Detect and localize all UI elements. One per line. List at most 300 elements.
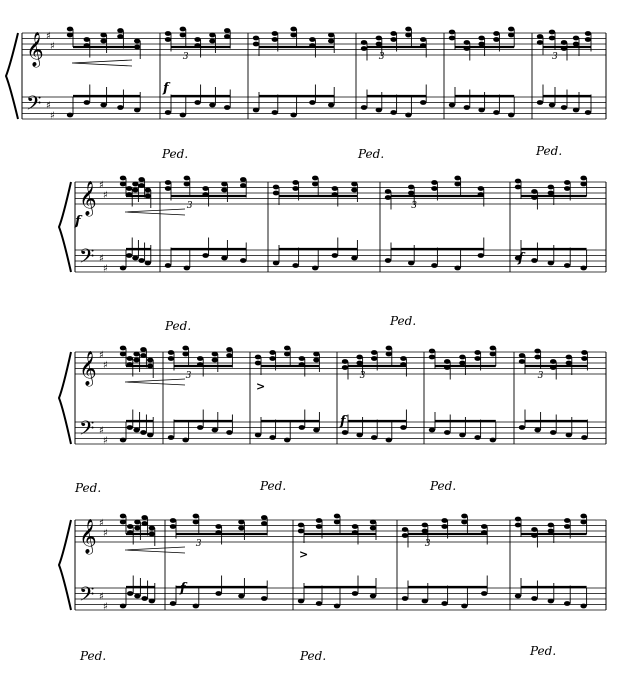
note-head [537,40,543,45]
note-head [549,30,555,35]
note-head [519,425,525,430]
note-head [133,358,139,363]
note-head [290,113,296,118]
note-head [564,524,570,529]
note-head [134,520,140,525]
note-head [390,31,396,36]
measure [67,27,141,118]
note-head [292,180,298,185]
note-head [449,103,455,108]
note-head [209,33,215,38]
sharp-c: ♯ [103,263,108,275]
note-head [316,518,322,523]
note-head [531,258,537,263]
note-head [431,186,437,191]
note-head [193,514,199,519]
note-head [238,526,244,531]
sharp-f: ♯ [99,518,104,529]
bass-clef: 𝄢 [26,91,42,120]
note-head [332,186,338,191]
system-1 [6,27,606,161]
note-head [67,27,73,32]
note-head [226,347,232,352]
note-head [537,100,543,105]
note-head [352,524,358,529]
note-head [371,356,377,361]
triplet-number: 3 [537,371,544,381]
note-head [385,189,391,194]
measure [515,176,587,271]
note-head [240,177,246,182]
sharp-c: ♯ [103,190,108,201]
note-head [120,514,126,519]
note-head [197,425,203,430]
note-head [405,33,411,38]
note-head [194,37,200,42]
note-head [422,523,428,528]
note-head [120,346,126,351]
note-head [240,183,246,188]
note-head [531,189,537,194]
note-head [134,108,140,113]
note-head [261,521,267,526]
note-head [580,520,586,525]
measure [519,349,588,440]
treble-clef: 𝄞 [79,519,97,554]
measure [120,514,155,609]
note-head [585,37,591,42]
note-head [298,529,304,534]
note-head [566,355,572,360]
note-head [405,113,411,118]
note-head [402,533,408,538]
note-head [132,182,138,187]
note-head [537,34,543,39]
note-head [371,435,377,440]
note-head [182,438,188,443]
note-head [461,520,467,525]
note-head [120,176,126,181]
note-head [127,524,133,529]
crescendo-hairpin [125,379,185,385]
note-head [481,524,487,529]
note-head [566,433,572,438]
note-head [180,33,186,38]
sharp-f: ♯ [99,425,104,437]
note-head [534,355,540,360]
measure [515,514,587,609]
note-head [400,425,406,430]
note-head [561,105,567,110]
note-head [147,358,153,363]
note-head [165,180,171,185]
measure [165,27,231,118]
note-head [290,33,296,38]
note-head [202,253,208,258]
note-head [184,182,190,187]
note-head [454,266,460,271]
note-head [580,514,586,519]
note-head [585,110,591,115]
note-head [284,352,290,357]
note-head [400,356,406,361]
note-head [193,520,199,525]
sharp-c: ♯ [50,41,55,52]
measure [449,27,515,118]
treble-clef: 𝄞 [26,32,44,67]
note-head [117,34,123,39]
accent-mark: > [256,380,266,393]
note-head [84,100,90,105]
note-head [444,359,450,364]
note-head [261,596,267,601]
note-head [100,103,106,108]
note-head [351,182,357,187]
note-head [361,40,367,45]
note-head [240,258,246,263]
note-head [170,518,176,523]
note-head [140,430,146,435]
note-head [385,195,391,200]
note-head [226,430,232,435]
note-head [261,515,267,520]
note-head [461,514,467,519]
note-head [255,433,261,438]
note-head [459,361,465,366]
note-head [165,110,171,115]
note-head [356,355,362,360]
note-head [332,253,338,258]
triplet-number: 3 [186,201,193,211]
sharp-f: ♯ [46,31,51,42]
note-head [168,435,174,440]
note-head [441,524,447,529]
note-head [478,253,484,258]
note-head [117,105,123,110]
note-head [429,428,435,433]
note-head [550,359,556,364]
note-head [441,518,447,523]
note-head [371,350,377,355]
note-head [370,526,376,531]
note-head [402,527,408,532]
treble-staff [75,352,606,374]
note-head [449,36,455,41]
note-head [444,430,450,435]
note-head [255,355,261,360]
sharp-c: ♯ [103,601,108,613]
note-head [312,266,318,271]
brace [59,520,71,610]
note-head [356,433,362,438]
sharp-f: ♯ [99,180,104,191]
note-head [170,601,176,606]
note-head [334,520,340,525]
accent-mark: > [299,548,309,561]
bass-clef: 𝄢 [79,244,95,273]
note-head [313,352,319,357]
sharp-f: ♯ [99,350,104,361]
note-head [209,39,215,44]
note-head [226,353,232,358]
note-head [580,266,586,271]
note-head [328,33,334,38]
system-2 [59,176,606,333]
note-head [342,365,348,370]
sharp-c: ♯ [103,528,108,539]
bass-staff [75,250,606,272]
note-head [133,428,139,433]
note-head [299,356,305,361]
dynamic-forte: f [75,214,81,229]
note-head [515,517,521,522]
note-head [580,176,586,181]
note-head [580,182,586,187]
note-head [459,433,465,438]
note-head [134,594,140,599]
note-head [292,263,298,268]
note-head [481,591,487,596]
note-head [132,188,138,193]
pedal-mark: Ped. [530,644,557,658]
note-head [255,361,261,366]
note-head [316,601,322,606]
note-head [120,604,126,609]
note-head [298,599,304,604]
note-head [390,110,396,115]
note-head [120,352,126,357]
note-head [548,191,554,196]
note-head [138,177,144,182]
note-head [573,108,579,113]
note-head [548,529,554,534]
note-head [376,42,382,47]
note-head [531,527,537,532]
note-head [370,594,376,599]
note-head [459,355,465,360]
note-head [269,435,275,440]
note-head [312,176,318,181]
note-head [212,428,218,433]
note-head [385,258,391,263]
sharp-c: ♯ [103,360,108,371]
note-head [180,27,186,32]
note-head [290,27,296,32]
note-head [224,105,230,110]
note-head [273,191,279,196]
note-head [168,356,174,361]
triplet-number: 3 [185,371,192,381]
note-head [170,524,176,529]
triplet-number: 3 [195,539,202,549]
triplet-number: 3 [411,201,417,211]
note-head [67,113,73,118]
note-head [138,258,144,263]
note-head [351,256,357,261]
system-3 [59,346,606,495]
note-head [253,36,259,41]
note-head [454,176,460,181]
crescendo-hairpin [72,60,132,66]
note-head [581,350,587,355]
note-head [405,27,411,32]
note-head [165,31,171,36]
note-head [100,39,106,44]
note-head [534,428,540,433]
note-head [269,350,275,355]
note-head [184,176,190,181]
dynamic-forte: f [340,414,346,429]
note-head [184,266,190,271]
note-head [273,185,279,190]
note-head [134,39,140,44]
note-head [519,359,525,364]
note-head [309,37,315,42]
note-head [272,110,278,115]
note-head [328,39,334,44]
brace [59,182,71,272]
note-head [431,263,437,268]
brace [59,352,71,444]
pedal-mark: Ped. [536,144,563,158]
triplet-number: 3 [424,539,431,549]
note-head [361,46,367,51]
note-head [215,591,221,596]
sharp-f: ♯ [46,100,51,112]
note-head [564,180,570,185]
dynamic-forte: f [163,81,169,96]
note-head [478,42,484,47]
sharp-f: ♯ [99,591,104,603]
note-head [581,435,587,440]
note-head [165,37,171,42]
note-head [202,186,208,191]
note-head [429,349,435,354]
note-head [474,350,480,355]
note-head [580,604,586,609]
note-head [197,356,203,361]
note-head [461,604,467,609]
note-head [149,526,155,531]
note-head [478,108,484,113]
note-head [224,34,230,39]
note-head [182,346,188,351]
note-head [299,425,305,430]
note-head [313,428,319,433]
note-head [478,186,484,191]
note-head [550,430,556,435]
note-head [272,31,278,36]
note-head [342,359,348,364]
note-head [351,188,357,193]
note-head [120,182,126,187]
note-head [564,186,570,191]
note-head [564,518,570,523]
note-head [422,529,428,534]
note-head [549,103,555,108]
note-head [212,358,218,363]
note-head [408,261,414,266]
note-head [493,31,499,36]
note-head [120,520,126,525]
pedal-mark: Ped. [430,479,457,493]
note-head [221,182,227,187]
treble-staff [75,182,606,204]
note-head [126,253,132,258]
note-head [145,261,151,266]
note-head [100,33,106,38]
sharp-c: ♯ [50,110,55,122]
note-head [334,514,340,519]
note-head [133,352,139,357]
triplet-number: 3 [378,52,385,62]
note-head [145,188,151,193]
note-head [573,36,579,41]
note-head [147,433,153,438]
pedal-mark: Ped. [358,147,385,161]
pedal-mark: Ped. [162,147,189,161]
note-head [490,346,496,351]
triplet-number: 3 [182,52,189,62]
note-head [165,263,171,268]
note-head [449,30,455,35]
note-head [474,356,480,361]
note-head [515,523,521,528]
note-head [402,596,408,601]
note-head [193,604,199,609]
note-head [168,350,174,355]
measure [361,27,427,118]
note-head [386,352,392,357]
note-head [253,42,259,47]
note-head [508,113,514,118]
note-head [508,33,514,38]
sharp-f: ♯ [99,253,104,265]
note-head [127,425,133,430]
pedal-mark: Ped. [165,319,192,333]
note-head [370,520,376,525]
note-head [284,438,290,443]
note-head [464,105,470,110]
note-head [309,100,315,105]
note-head [284,346,290,351]
note-head [549,36,555,41]
note-head [376,36,382,41]
note-head [221,188,227,193]
dynamic-forte: f [180,581,186,596]
measure [385,176,484,271]
note-head [548,523,554,528]
note-head [573,42,579,47]
measure [298,514,376,609]
crescendo-hairpin [125,209,185,215]
note-head [292,186,298,191]
measure [253,27,335,118]
note-head [420,37,426,42]
note-head [493,37,499,42]
pedal-mark: Ped. [75,481,102,495]
triplet-number: 3 [359,371,366,381]
note-head [316,524,322,529]
note-head [298,523,304,528]
note-head [117,28,123,33]
note-head [390,37,396,42]
note-head [312,182,318,187]
note-head [127,356,133,361]
pedal-mark: Ped. [260,479,287,493]
note-head [478,36,484,41]
sharp-c: ♯ [103,435,108,447]
